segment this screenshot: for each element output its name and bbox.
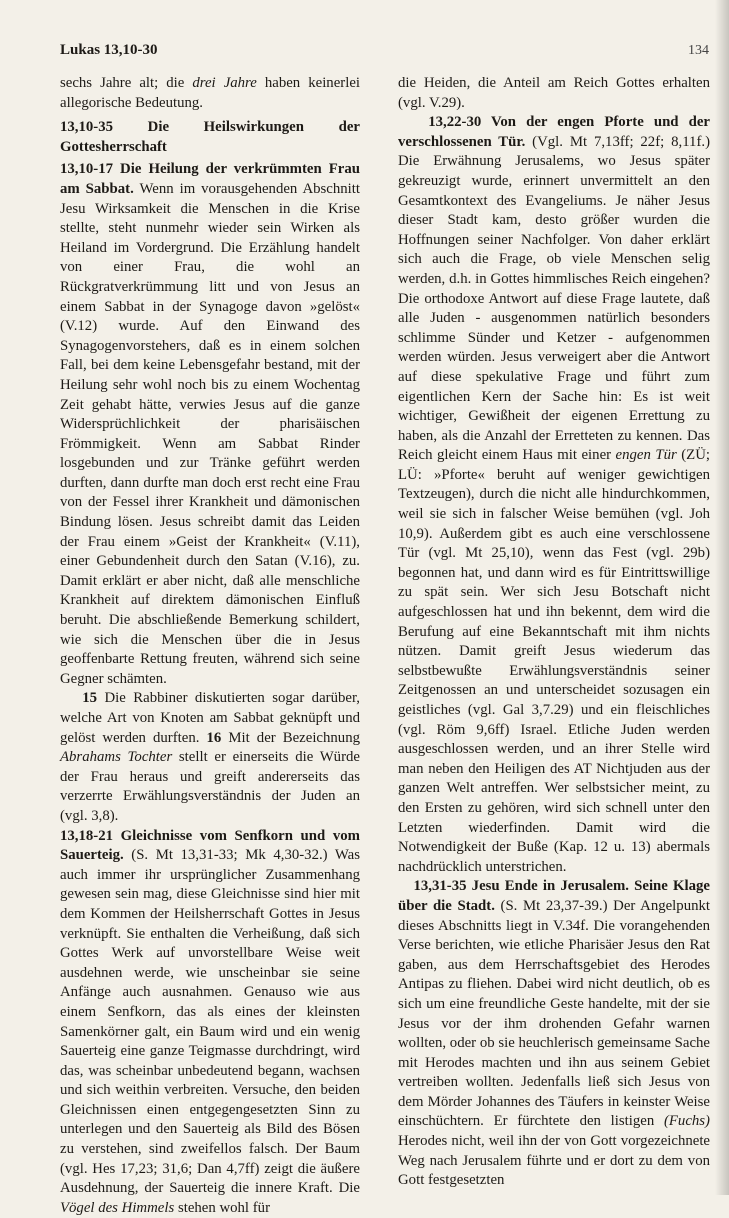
subsection-heading: 13,31-35 Jesu Ende in Jerusalem. Seine Klage über die Stadt. bbox=[398, 878, 710, 914]
page-edge-shadow bbox=[715, 0, 729, 1195]
paragraph: 13,10-17 Die Heilung der verkrümmten Frau am Sabbat. Wenn im vorausgehenden Abschnitt Jesu Wirksamkeit die Menschen in die Krise stellte, steht nunmehr wieder sein Wirken als Heiland im Vordergrund. Die Erzählung handelt von einer Frau, die wohl an Rückgratverkrümmung litt und von Jesus an einem Sabbat in der Synagoge davon »gelöst« (V.12) wurde. Auf den Einwand des Synagogenvorstehers, daß es in einem solchen Fall, bei dem keine Lebensgefahr bestand, mit der Heilung sehr wohl noch bis zu einem Wochentag Zeit gehabt hätte, verwies Jesus auf die ganze Widersprüchlichkeit der pharisäischen Frömmigkeit. Wenn am Sabbat Rinder losgebunden und zur Tränke geführt werden durften, dann durfte man doch erst recht eine Frau von der Fessel ihrer Krankheit und dämonischen Bindung lösen. Jesus schreibt damit das Leiden der Frau einem »Geist der Krankheit« (V.11), einer Gebundenheit durch den Satan (V.16), zu. Damit erklärt er aber nicht, daß alle menschliche Krankheit auf direktem dämonischen Einfluß beruht. Die abschließende Bemerkung schildert, wie sich die Menschen über die in Jesus geoffenbarte Rettung freuten, während sich seine Gegner schämten. bbox=[60, 161, 360, 687]
paragraph: 13,22-30 Von der engen Pforte und der verschlossenen Tür. (Vgl. Mt 7,13ff; 22f; 8,11f.) Die Erwähnung Jerusalems, wo Jesus später gekreuzigt wurde, erinnert unvermittelt an den Gesamtkontext des Evangeliums. Je näher Jesus dieser Stadt kam, desto größer wurden die Hoffnungen seiner Nachfolger. Von daher erklärt sich auch die Frage, ob viele Menschen selig werden, d.h. in Gottes himmlisches Reich eingehen? Die orthodoxe Antwort auf diese Frage lautete, daß alle Juden - ausgenommen natürlich besonders schlimme Sünder und Ketzer - aufgenommen werden würden. Jesus verweigert aber die Antwort auf diese spekulative Frage und führt zum eigentlichen Kern der Sache hin: Es ist weit wichtiger, Gewißheit der eigenen Errettung zu haben, als die Anzahl der Erretteten zu kennen. Das Reich gleicht einem Haus mit einer engen Tür (ZÜ; LÜ: »Pforte« beruht auf weniger gewichtigen Textzeugen), durch die nicht alle hindurchkommen, weil sie sich in falscher Weise bemühen (vgl. Joh 10,9). Außerdem gibt es auch eine verschlossene Tür (vgl. Mt 25,10), wenn das Fest (vgl. 29b) begonnen hat, und dann wird es für Eintrittswillige zu spät sein. Wer sich Jesu Botschaft nicht aufgeschlossen hat und ihn bekennt, dem wird die Berufung auf eine Bekanntschaft mit ihm nichts nützen. Damit greift Jesus wiederum das selbstbewußte Erwählungsverständnis seiner Zeitgenossen an und unterscheidet sozusagen ein geistliches (vgl. Gal 3,7.29) und ein fleischliches (vgl. Röm 9,6ff) Israel. Etliche Juden werden ausgeschlossen werden, und an ihrer Stelle wird man neben den Heiligen des AT Nichtjuden aus der ganzen Welt antreffen. Wer selbstsicher meint, zu den Ersten zu gehören, wird sich schnell unter den Letzten wiederfinden. Damit wird die Notwendigkeit der Buße (Kap. 12 u. 13) abermals nachdrücklich unterstrichen. bbox=[398, 114, 710, 875]
section-heading: 13,10-35 Die Heilswirkungen der Gottesherrschaft bbox=[60, 119, 360, 155]
verse-number: 15 bbox=[82, 690, 98, 707]
left-column bbox=[60, 74, 360, 1218]
subsection-heading: 13,10-17 Die Heilung der verkrümmten Frau am Sabbat. bbox=[60, 161, 360, 197]
paragraph: sechs Jahre alt; die drei Jahre haben keinerlei allegorische Bedeutung. bbox=[60, 75, 360, 111]
page-number: 134 bbox=[688, 43, 709, 58]
right-column bbox=[398, 74, 710, 1191]
page-title: Lukas 13,10-30 bbox=[60, 42, 158, 58]
paragraph: 15 Die Rabbiner diskutierten sogar darüber, welche Art von Knoten am Sabbat geknüpft und gelöst werden durften. 16 Mit der Bezeichnung Abrahams Tochter stellt er einerseits die Würde der Frau heraus und greift andererseits das verzerrte Erwählungsverständnis der Juden an (vgl. 3,8). bbox=[60, 690, 360, 824]
paragraph: 13,31-35 Jesu Ende in Jerusalem. Seine Klage über die Stadt. (S. Mt 23,37-39.) Der Angelpunkt dieses Abschnitts liegt in V.34f. Die vorangehenden Verse berichten, wie etliche Pharisäer Jesus den Rat gaben, aus dem Herrschaftsgebiet des Herodes Antipas zu fliehen. Dabei wird nicht deutlich, ob es sich um eine freundliche Geste handelte, mit der sie Jesus vor der ihm drohenden Gefahr warnen wollten, oder ob sie heuchlerisch gemeinsame Sache mit Herodes machten und ihn aus seinem Gebiet vertreiben wollten. Jedenfalls ließ sich Jesus von dem Mörder Johannes des Täufers in keinster Weise einschüchtern. Er fürchtete den listigen (Fuchs) Herodes nicht, weil ihn der von Gott vorgezeichnete Weg nach Jerusalem führte und er dort zu dem von Gott festgesetzten bbox=[398, 878, 710, 1189]
paragraph: 13,18-21 Gleichnisse vom Senfkorn und vom Sauerteig. (S. Mt 13,31-33; Mk 4,30-32.) Was auch immer ihr ursprünglicher Zusammenhang gewesen sein mag, diese Gleichnisse sind hier mit dem Kommen der Heilsherrschaft Gottes in Jesus verknüpft. Sie enthalten die Verheißung, daß sich Gottes Werk auf unvorstellbare Weise weit ausdehnen werde, wie unscheinbar sie seine Anfänge auch ausnahmen. Genauso wie aus einem Senfkorn, das als eines der kleinsten Samenkörner galt, ein Baum wird und ein wenig Sauerteig eine ganze Teigmasse durchdringt, wird das, was scheinbar unbedeutend begann, wachsen und sich weithin verbreiten. Versuche, den beiden Gleichnissen einen entgegengesetzten Sinn zu unterlegen und den Sauerteig als Bild des Bösen zu verstehen, sind zweifellos falsch. Der Baum (vgl. Hes 17,23; 31,6; Dan 4,7ff) zeigt die äußere Ausdehnung, der Sauerteig die innere Kraft. Die Vögel des Himmels stehen wohl für bbox=[60, 827, 360, 1216]
paragraph: die Heiden, die Anteil am Reich Gottes erhalten (vgl. V.29). bbox=[398, 75, 710, 111]
verse-number: 16 bbox=[206, 729, 222, 746]
running-head bbox=[60, 42, 709, 59]
subsection-heading: 13,22-30 Von der engen Pforte und der verschlossenen Tür. bbox=[398, 114, 710, 150]
subsection-heading: 13,18-21 Gleichnisse vom Senfkorn und vom Sauerteig. bbox=[60, 827, 360, 864]
